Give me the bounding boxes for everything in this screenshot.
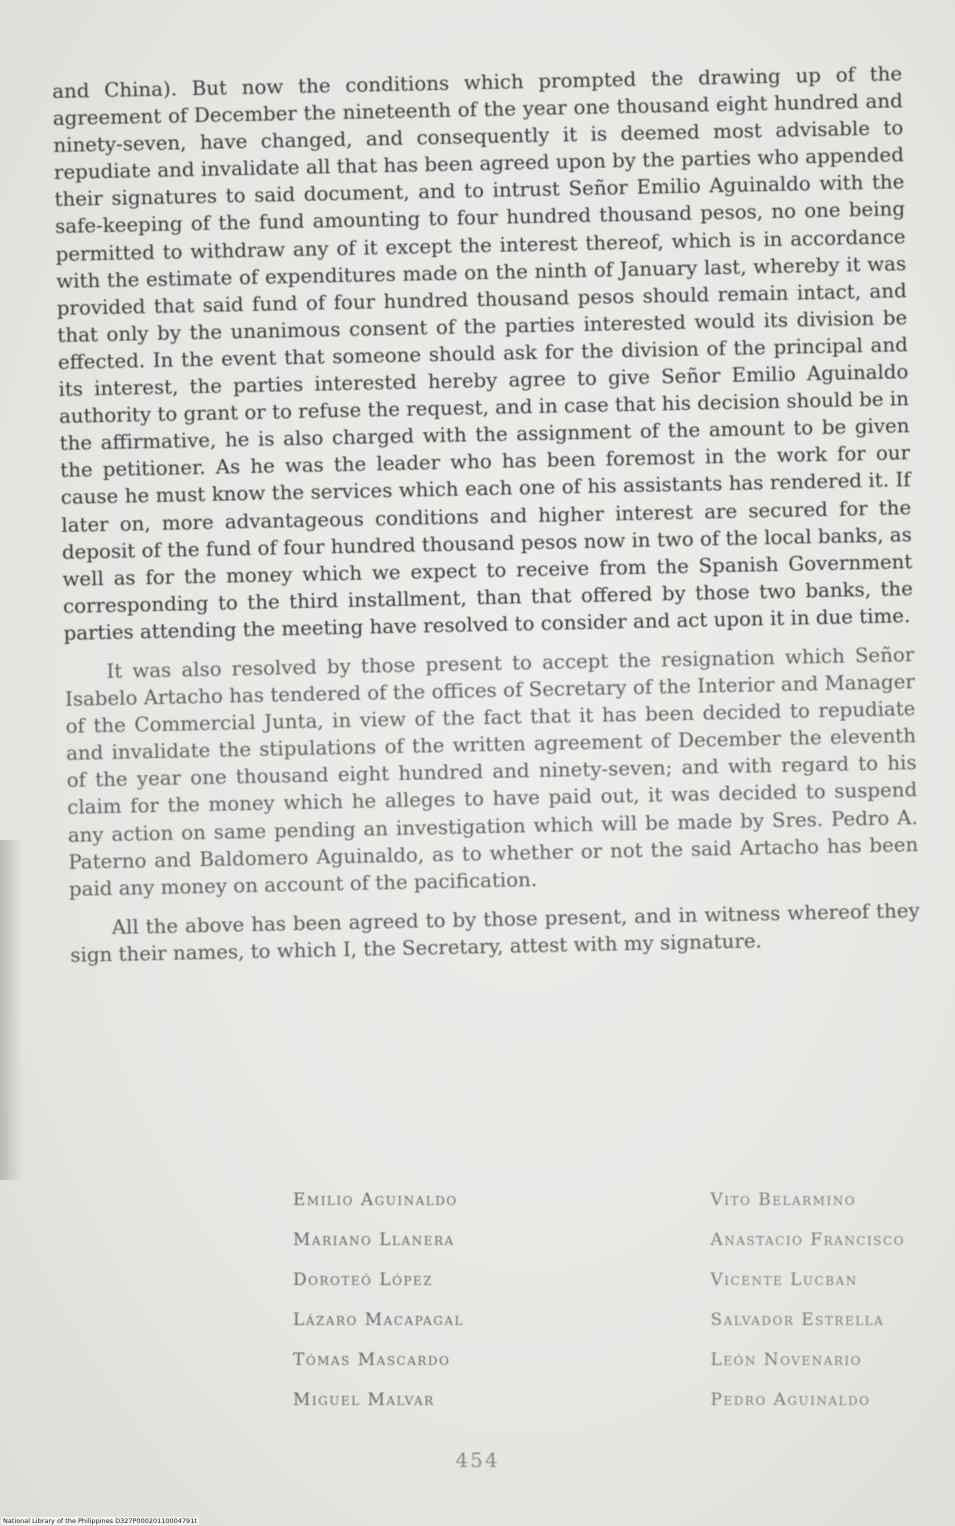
signature-name: Mariano Llanera <box>293 1230 455 1250</box>
paragraph-attestation: All the above has been agreed to by those present, and in witness whereof they sign their names, to which I, the Secretary, attest with my signature. <box>70 898 920 967</box>
signature-column-left <box>293 1180 464 1420</box>
signature-name: Vicente Lucban <box>710 1270 858 1290</box>
signature-column-right <box>711 1180 906 1420</box>
signature-name: Emilio Aguinaldo <box>293 1190 458 1210</box>
signature-name: Anastacio Francisco <box>710 1230 905 1250</box>
signature-name: Lázaro Macapagal <box>293 1310 465 1330</box>
signature-name: Doroteó López <box>293 1270 434 1290</box>
signature-name: Vito Belarmino <box>710 1190 857 1210</box>
signature-name: Miguel Malvar <box>293 1390 435 1410</box>
signature-name: Pedro Aguinaldo <box>710 1390 871 1410</box>
page-edge-shadow <box>0 840 22 1180</box>
archive-credit: National Library of the Philippines D327P00020110004791t <box>3 1517 197 1525</box>
signature-name: Tómas Mascardo <box>293 1350 451 1370</box>
signature-name: León Novenario <box>710 1350 862 1370</box>
paragraph-continuation: and China). But now the conditions which prompted the drawing up of the agreement of December the nineteenth of the year one thousand eight hundred and ninety-seven, have changed, and consequently it is deemed most advisable to repudiate and invalidate all that has been agreed upon by the parties who appended their signatures to said document, and to intrust Señor Emilio Aguinaldo with the safe-keeping of the fund amounting to four hundred thousand pesos, no one being permitted to withdraw any of it except the interest thereof, which is in accordance with the estimate of expenditures made on the ninth of January last, whereby it was provided that said fund of four hundred thousand pesos should remain intact, and that only by the unanimous consent of the parties interested would its division be effected. In the event that someone should ask for the division of the principal and its interest, the parties interested hereby agree to give Señor Emilio Aguinaldo authority to grant or to refuse the request, and in case that his decision should be in the affirmative, he is also charged with the assignment of the amount to be given the petitioner. As he was the leader who has been foremost in the work for our cause he must know the services which each one of his assistants has rendered it. If later on, more advantageous conditions and higher interest are secured for the deposit of the fund of four hundred thousand pesos now in two of the local banks, as well as for the money which we expect to receive from the Spanish Government corresponding to the third installment, than that offered by those two banks, the parties attending the meeting have resolved to consider and act upon it in due time. <box>52 62 914 645</box>
signature-name: Salvador Estrella <box>710 1310 885 1330</box>
body-text <box>52 60 921 981</box>
signature-block <box>293 1180 933 1420</box>
page-number: 454 <box>455 1448 500 1472</box>
paragraph-resignation: It was also resolved by those present to accept the resignation which Señor Isabelo Artacho has tendered of the offices of Secretary of the Interior and Manager of the Commercial Junta, in view of the fact that it has been decided to repudiate and invalidate the stipulations of the written agreement of December the eleventh of the year one thousand eight hundred and ninety-seven; and with regard to his claim for the money which he alleges to have paid out, it was decided to suspend any action on same pending an investigation which will be made by Sres. Pedro A. Paterno and Baldomero Aguinaldo, as to whether or not the said Artacho has been paid any money on account of the pacification. <box>64 643 919 901</box>
